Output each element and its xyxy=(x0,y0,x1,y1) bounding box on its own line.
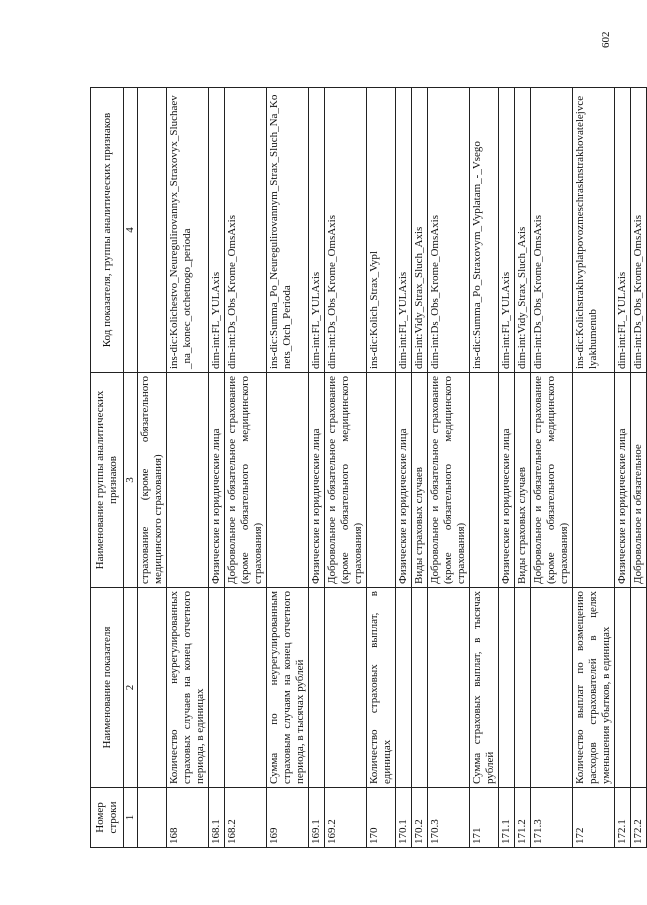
indicator-name-cell xyxy=(515,588,531,788)
group-name-cell xyxy=(267,373,309,588)
indicator-name-cell: Сумма по неурегулированным страховым случаям на конец отчетного периода, в тысячах рублей xyxy=(267,588,309,788)
table-row xyxy=(325,88,367,848)
indicator-name-cell: Сумма страховых выплат, в тысячах рублей xyxy=(470,588,499,788)
row-number-cell: 169.2 xyxy=(325,788,367,848)
row-number-cell: 172.2 xyxy=(631,788,647,848)
indicator-name-cell xyxy=(209,588,225,788)
table-row xyxy=(515,88,531,848)
group-name-cell: Добровольное и обязательное страхование (кроме обязательного медицинского страхования) xyxy=(325,373,367,588)
indicator-name-cell xyxy=(412,588,428,788)
code-cell: dim-int:Ds_Obs_Krome_OmsAxis xyxy=(631,88,647,373)
row-number-cell: 168.1 xyxy=(209,788,225,848)
code-cell: dim-int:Ds_Obs_Krome_OmsAxis xyxy=(225,88,267,373)
code-cell: dim-int:Ds_Obs_Krome_OmsAxis xyxy=(531,88,573,373)
column-number: 1 xyxy=(124,788,138,848)
group-name-cell: Физические и юридические лица xyxy=(309,373,325,588)
column-number: 4 xyxy=(124,88,138,373)
indicator-name-cell xyxy=(531,588,573,788)
table-row xyxy=(531,88,573,848)
code-cell: ins-dic:Kolichestvo_Neuregulirovannyx_Straxovyx_Sluchaev_na_konec_otchetnogo_perioda xyxy=(167,88,209,373)
table-row xyxy=(209,88,225,848)
group-name-cell: Добровольное и обязательное xyxy=(631,373,647,588)
code-cell: ins-dic:Summa_Po_Straxovym_Vyplatam_-_Vsego xyxy=(470,88,499,373)
column-numbers-row xyxy=(124,88,138,848)
row-number-cell: 172.1 xyxy=(615,788,631,848)
row-number-cell: 169.1 xyxy=(309,788,325,848)
code-cell: ins-dic:Summa_Po_Neuregulirovannym_Strax_Sluch_Na_Konets_Otch_Perioda xyxy=(267,88,309,373)
header-code: Код показателя, группы аналитических признаков xyxy=(91,88,124,373)
row-number-cell: 168.2 xyxy=(225,788,267,848)
code-cell: ins-dic:Kolich_Strax_Vypl xyxy=(367,88,396,373)
group-name-cell: Физические и юридические лица xyxy=(396,373,412,588)
table-row xyxy=(499,88,515,848)
table-row xyxy=(615,88,631,848)
code-cell: dim-int:Ds_Obs_Krome_OmsAxis xyxy=(325,88,367,373)
table-row xyxy=(470,88,499,848)
row-number-cell: 170.2 xyxy=(412,788,428,848)
row-number-cell: 170.3 xyxy=(428,788,470,848)
row-number-cell: 171.2 xyxy=(515,788,531,848)
group-name-cell: Добровольное и обязательное страхование (кроме обязательного медицинского страхования) xyxy=(428,373,470,588)
group-name-cell: Физические и юридические лица xyxy=(499,373,515,588)
row-number-cell: 171.3 xyxy=(531,788,573,848)
group-name-cell xyxy=(470,373,499,588)
table-row xyxy=(631,88,647,848)
table-row xyxy=(367,88,396,848)
indicator-name-cell xyxy=(615,588,631,788)
row-number-cell: 171.1 xyxy=(499,788,515,848)
indicator-name-cell: Количество страховых выплат, в единицах xyxy=(367,588,396,788)
group-name-cell xyxy=(573,373,615,588)
header-row-number: Номер строки xyxy=(91,788,124,848)
group-name-cell: Виды страховых случаев xyxy=(412,373,428,588)
row-number-cell: 168 xyxy=(167,788,209,848)
indicator-name-cell xyxy=(499,588,515,788)
table-header-row xyxy=(91,88,124,848)
indicator-name-cell xyxy=(309,588,325,788)
group-name-cell: страхование (кроме обязательного медицинского страхования) xyxy=(138,373,167,588)
rotated-table-container xyxy=(90,88,644,848)
group-name-cell: Физические и юридические лица xyxy=(209,373,225,588)
table-row xyxy=(309,88,325,848)
indicators-table xyxy=(90,87,647,848)
indicator-name-cell xyxy=(428,588,470,788)
page-number: 602 xyxy=(600,31,612,48)
header-indicator-name: Наименование показателя xyxy=(91,588,124,788)
group-name-cell xyxy=(167,373,209,588)
table-row xyxy=(573,88,615,848)
code-cell: dim-int:Vidy_Strax_Sluch_Axis xyxy=(412,88,428,373)
table-row xyxy=(138,88,167,848)
indicator-name-cell xyxy=(325,588,367,788)
indicator-name-cell: Количество выплат по возмещению расходов страхователей в целях уменьшения убытков, в единицах xyxy=(573,588,615,788)
row-number-cell xyxy=(138,788,167,848)
row-number-cell: 170.1 xyxy=(396,788,412,848)
indicator-name-cell: Количество неурегулированных страховых случаев на конец отчетного периода, в единицах xyxy=(167,588,209,788)
indicator-name-cell xyxy=(225,588,267,788)
table-body xyxy=(91,88,647,848)
code-cell: dim-int:FL_YULAxis xyxy=(615,88,631,373)
group-name-cell: Добровольное и обязательное страхование (кроме обязательного медицинского страхования) xyxy=(531,373,573,588)
group-name-cell: Виды страховых случаев xyxy=(515,373,531,588)
code-cell: dim-int:Ds_Obs_Krome_OmsAxis xyxy=(428,88,470,373)
row-number-cell: 172 xyxy=(573,788,615,848)
code-cell: dim-int:FL_YULAxis xyxy=(209,88,225,373)
indicator-name-cell xyxy=(631,588,647,788)
code-cell: ins-dic:Kolichstrakhvyplatpovozmeschrasknstrakhovatelejvce lyakhumenub xyxy=(573,88,615,373)
code-cell: dim-int:Vidy_Strax_Sluch_Axis xyxy=(515,88,531,373)
column-number: 3 xyxy=(124,373,138,588)
row-number-cell: 170 xyxy=(367,788,396,848)
code-cell: dim-int:FL_YULAxis xyxy=(499,88,515,373)
code-cell: dim-int:FL_YULAxis xyxy=(396,88,412,373)
row-number-cell: 169 xyxy=(267,788,309,848)
row-number-cell: 171 xyxy=(470,788,499,848)
table-row xyxy=(225,88,267,848)
code-cell xyxy=(138,88,167,373)
table-row xyxy=(428,88,470,848)
indicator-name-cell xyxy=(396,588,412,788)
header-group-name: Наименование группы аналитических признаков xyxy=(91,373,124,588)
table-row xyxy=(167,88,209,848)
table-row xyxy=(267,88,309,848)
table-row xyxy=(396,88,412,848)
group-name-cell: Физические и юридические лица xyxy=(615,373,631,588)
indicator-name-cell xyxy=(138,588,167,788)
code-cell: dim-int:FL_YULAxis xyxy=(309,88,325,373)
column-number: 2 xyxy=(124,588,138,788)
table-row xyxy=(412,88,428,848)
group-name-cell: Добровольное и обязательное страхование (кроме обязательного медицинского страхования) xyxy=(225,373,267,588)
group-name-cell xyxy=(367,373,396,588)
